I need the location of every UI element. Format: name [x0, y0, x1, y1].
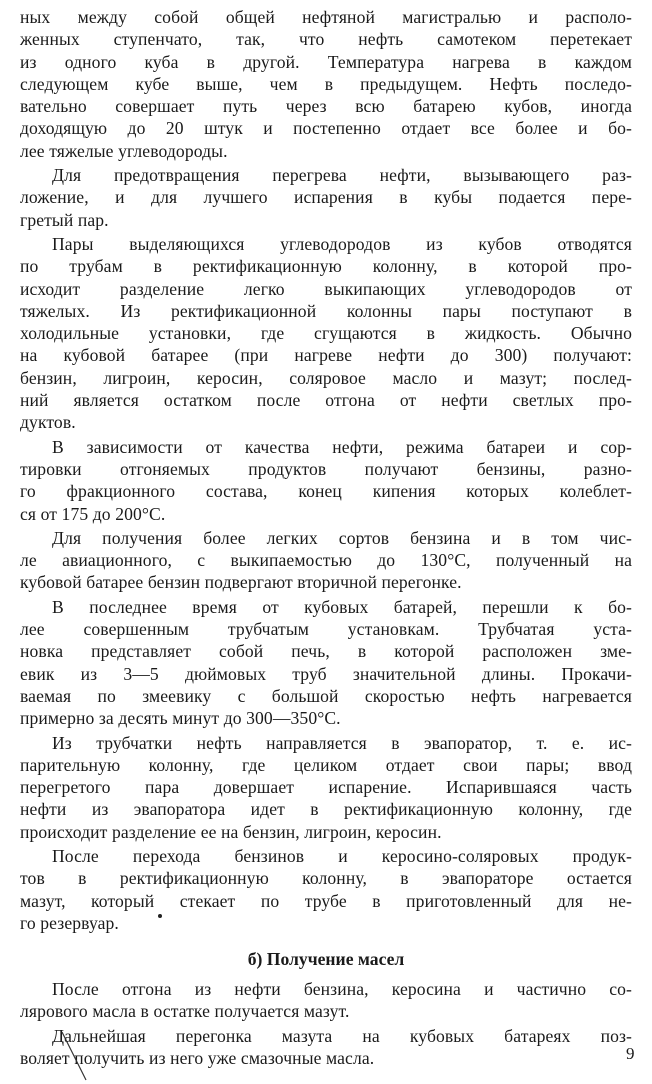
text-line: Дальнейшая перегонка мазута на кубовых батареях поз- [52, 1025, 632, 1046]
text-line: гретый пар. [20, 209, 109, 230]
page-number: 9 [626, 1044, 635, 1063]
text-line: го резервуар. [20, 912, 119, 933]
text-line: из одного куба в другой. Температура нагрева в каждом [20, 51, 632, 72]
text-line: женных ступенчато, так, что нефть самотеком перетекает [20, 29, 632, 50]
text-line: лее тяжелые углеводороды. [20, 140, 228, 161]
ink-dot [158, 914, 162, 918]
text-line: доходящую до 20 штук и постепенно отдает все более и бо- [20, 118, 632, 139]
text-line: на кубовой батарее (при нагреве нефти до 300) получают: [20, 345, 632, 366]
text-line: После отгона из нефти бензина, керосина и частично со- [52, 979, 632, 1000]
text-line: лее совершенным трубчатым установкам. Трубчатая уста- [20, 619, 632, 640]
body-paragraph [20, 233, 632, 434]
text-line: ваемая по змеевику с большой скоростью нефть нагревается [20, 685, 632, 706]
text-line: мазут, который стекает по трубе в приготовленный для не- [20, 890, 632, 911]
text-line: парительную колонну, где целиком отдает свои пары; ввод [20, 754, 632, 775]
text-line: После перехода бензинов и керосино-соляровых продук- [52, 845, 632, 866]
text-line: происходит разделение ее на бензин, лигроин, керосин. [20, 821, 442, 842]
text-line: холодильные установки, где сгущаются в жидкость. Обычно [20, 323, 632, 344]
text-line: вательно совершает путь через всю батарею кубов, иногда [20, 96, 632, 117]
body-paragraph [20, 6, 632, 162]
section-paragraph [20, 1025, 632, 1070]
text-line: В последнее время от кубовых батарей, перешли к бо- [52, 596, 632, 617]
text-line: воляет получить из него уже смазочные масла. [20, 1048, 375, 1069]
text-line: бензин, лигроин, керосин, соляровое масло и мазут; послед- [20, 367, 632, 388]
body-paragraph [20, 845, 632, 934]
text-line: тяжелых. Из ректификационной колонны пары поступают в [20, 300, 632, 321]
body-paragraph [20, 436, 632, 525]
text-line: примерно за десять минут до 300—350°С. [20, 708, 341, 729]
text-line: евик из 3—5 дюймовых труб значительной длины. Прокачи- [20, 663, 632, 684]
text-line: В зависимости от качества нефти, режима батареи и сор- [52, 436, 632, 457]
text-line: перегретого пара довершает испарение. Испарившаяся часть [20, 777, 632, 798]
text-line: нефти из эвапоратора идет в ректификационную колонну, где [20, 799, 632, 820]
text-line: Из трубчатки нефть направляется в эвапоратор, т. е. ис- [52, 732, 632, 753]
text-line: новка представляет собой печь, в которой расположен зме- [20, 641, 632, 662]
text-line: лярового масла в остатке получается мазут. [20, 1001, 350, 1022]
body-paragraph [20, 732, 632, 843]
body-paragraph [20, 596, 632, 730]
text-line: тов в ректификационную колонну, в эвапораторе остается [20, 868, 632, 889]
text-line: Для предотвращения перегрева нефти, вызывающего раз- [52, 165, 632, 186]
text-line: по трубам в ректификационную колонну, в которой про- [20, 256, 632, 277]
text-column [20, 6, 632, 1071]
text-line: следующем кубе выше, чем в предыдущем. Нефть последо- [20, 73, 632, 94]
text-line: ных между собой общей нефтяной магистралью и располо- [20, 7, 632, 27]
text-line: ся от 175 до 200°С. [20, 503, 166, 524]
body-paragraph [20, 527, 632, 594]
text-line: Для получения более легких сортов бензина и в том чис- [52, 527, 632, 548]
section-heading: б) Получение масел [247, 949, 405, 970]
pen-stroke-mark [60, 1030, 90, 1084]
text-line: кубовой батарее бензин подвергают вторичной перегонке. [20, 572, 462, 593]
body-paragraph [20, 164, 632, 231]
section-paragraph [20, 978, 632, 1023]
text-line: исходит разделение легко выкипающих углеводородов от [20, 278, 632, 299]
text-line: ле авиационного, с выкипаемостью до 130°С, полученный на [20, 550, 632, 571]
text-line: Пары выделяющихся углеводородов из кубов отводятся [52, 233, 632, 254]
text-line: тировки отгоняемых продуктов получают бензины, разно- [20, 458, 632, 479]
text-line: ний является остатком после отгона от нефти светлых про- [20, 390, 632, 411]
text-line: го фракционного состава, конец кипения которых колеблет- [20, 481, 632, 502]
text-line: ложение, и для лучшего испарения в кубы подается пере- [20, 187, 632, 208]
text-line: дуктов. [20, 412, 76, 433]
